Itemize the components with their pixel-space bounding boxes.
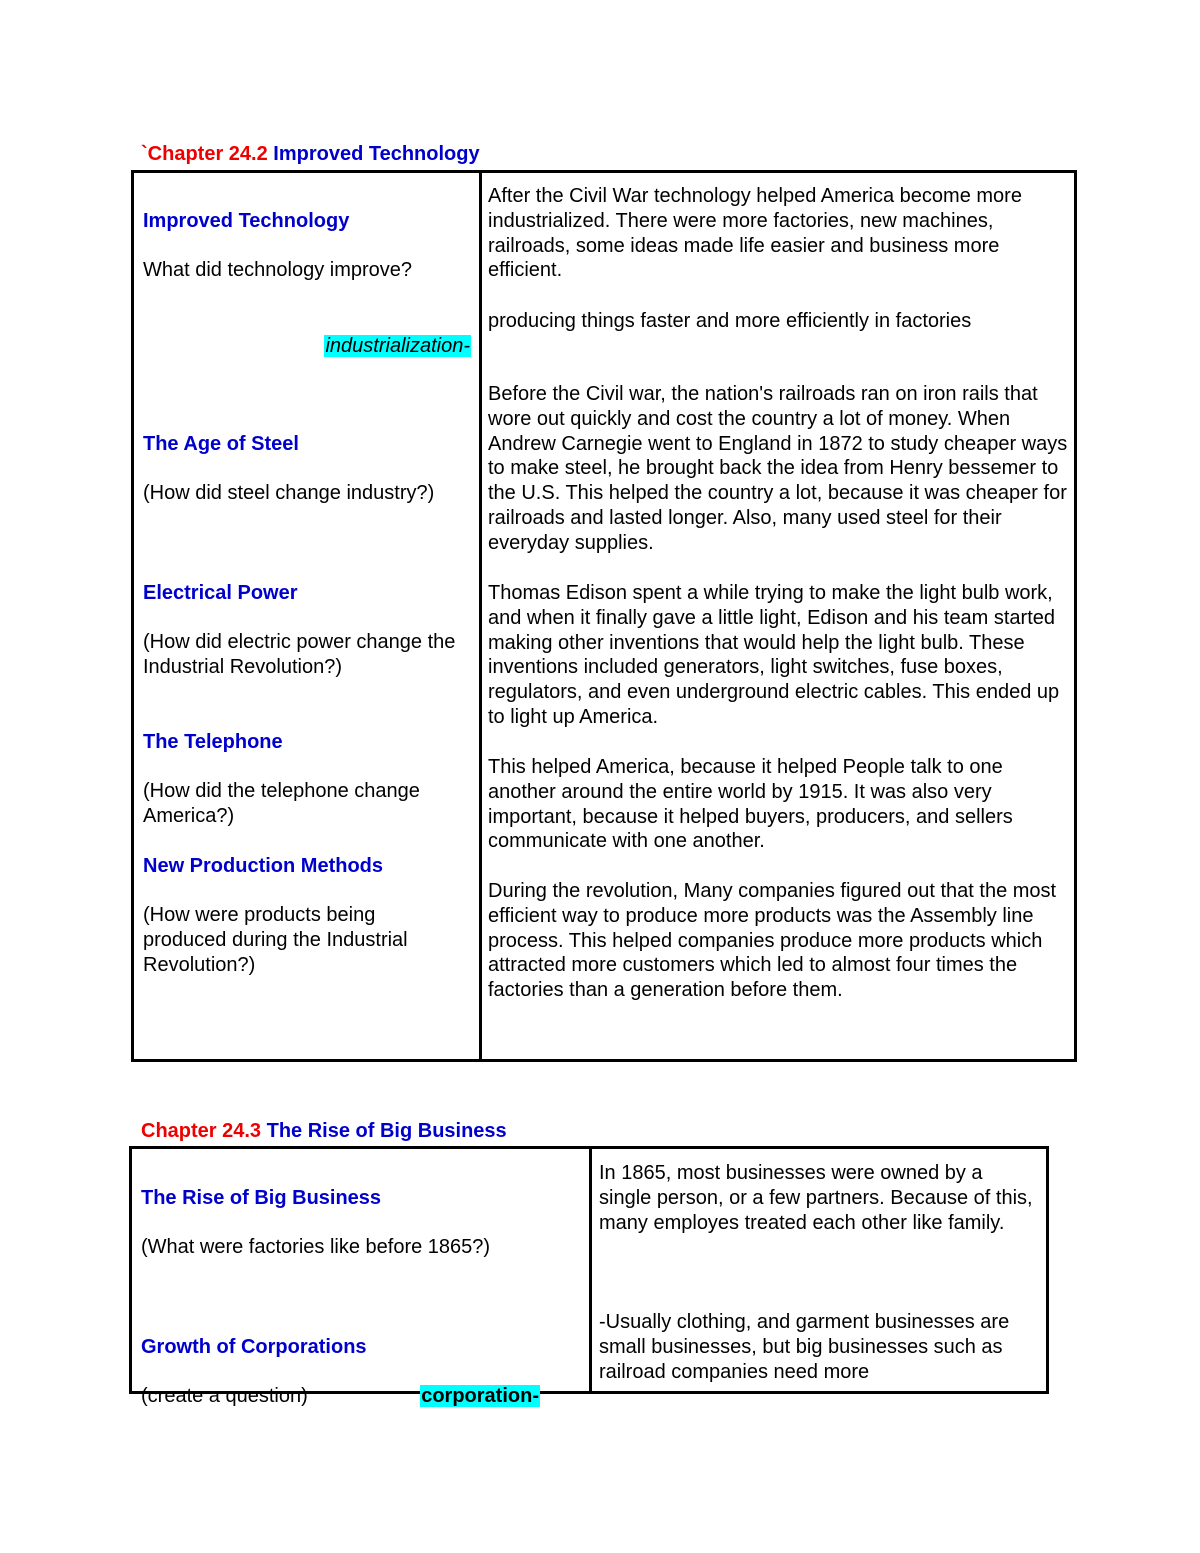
column-divider bbox=[589, 1149, 592, 1391]
row-production-methods-answer: During the revolution, Many companies figured out that the most efficient way to produce more products was the Assembly line process. This helped companies produce more products which attracted more customers which led to almost four times the factories than a generation before them. bbox=[488, 880, 1057, 1002]
row-growth-of-corporations-answer: -Usually clothing, and garment businesses are small businesses, but big businesses such as railroad companies need more bbox=[599, 1311, 1010, 1383]
row-electrical-power-answer: Thomas Edison spent a while trying to make the light bulb work, and when it finally gave a little light, Edison and his team started making other inventions that would help the light bulb. These inventions included generators, light switches, fuse boxes, regulators, and even underground electric cables. This ended up to light up America. bbox=[488, 582, 1060, 728]
row-improved-technology-answer: After the Civil War technology helped America become more industrialized. There were more factories, new machines, railroads, some ideas made life easier and business more efficient. bbox=[488, 185, 1022, 282]
row-question: (create a question) bbox=[141, 1385, 308, 1408]
row-head: The Age of Steel bbox=[143, 432, 299, 455]
section1-title: Improved Technology bbox=[273, 143, 480, 165]
term-corporation bbox=[332, 1359, 540, 1409]
term-highlight: industrialization- bbox=[325, 334, 470, 357]
row-question: (How did the telephone change America?) bbox=[143, 780, 420, 828]
row-head: Electrical Power bbox=[143, 581, 298, 604]
section2-heading bbox=[141, 1119, 507, 1143]
row-telephone-answer: This helped America, because it helped People talk to one another around the entire world by 1915. It was also very important, because it helped buyers, producers, and sellers communicate with one another. bbox=[488, 756, 1013, 853]
row-improved-technology-left bbox=[143, 184, 473, 308]
row-question: (How did steel change industry?) bbox=[143, 482, 435, 505]
term-industrialization bbox=[310, 309, 471, 359]
column-divider bbox=[479, 173, 482, 1059]
term-industrialization-definition: producing things faster and more efficiently in factories bbox=[488, 310, 972, 332]
row-question: (How did electric power change the Industrial Revolution?) bbox=[143, 631, 456, 679]
row-head: The Rise of Big Business bbox=[141, 1186, 382, 1209]
section1-heading bbox=[141, 142, 480, 166]
section2-table bbox=[129, 1146, 1049, 1408]
section1-table bbox=[131, 170, 1077, 1062]
row-question: What did technology improve? bbox=[143, 259, 413, 282]
term-highlight: corporation- bbox=[421, 1384, 539, 1407]
row-age-of-steel-answer: Before the Civil war, the nation's railroads ran on iron rails that wore out quickly and cost the country a lot of money. When Andrew Carnegie went to England in 1872 to study cheaper ways to make steel, he brought back the idea from Henry bessemer to the U.S. This helped the country a lot, because it was cheaper for railroads and lasted longer. Also, many used steel for their everyday supplies. bbox=[488, 383, 1068, 554]
row-head: Growth of Corporations bbox=[141, 1335, 367, 1358]
row-electrical-power-left bbox=[143, 556, 463, 705]
row-head: The Telephone bbox=[143, 730, 283, 753]
row-question: (How were products being produced during the Industrial Revolution?) bbox=[143, 904, 408, 976]
row-head: Improved Technology bbox=[143, 209, 350, 232]
row-rise-of-big-business-left bbox=[141, 1161, 581, 1285]
row-age-of-steel-left bbox=[143, 407, 473, 531]
section2-title: The Rise of Big Business bbox=[266, 1120, 507, 1142]
row-head: New Production Methods bbox=[143, 854, 383, 877]
row-rise-of-big-business-answer: In 1865, most businesses were owned by a single person, or a few partners. Because of this, many employes treated each other like family. bbox=[599, 1162, 1033, 1234]
section1-chapter: `Chapter 24.2 bbox=[141, 143, 268, 165]
section2-chapter: Chapter 24.3 bbox=[141, 1120, 262, 1142]
row-question: (What were factories like before 1865?) bbox=[141, 1236, 491, 1259]
row-production-methods-left bbox=[143, 829, 453, 1003]
